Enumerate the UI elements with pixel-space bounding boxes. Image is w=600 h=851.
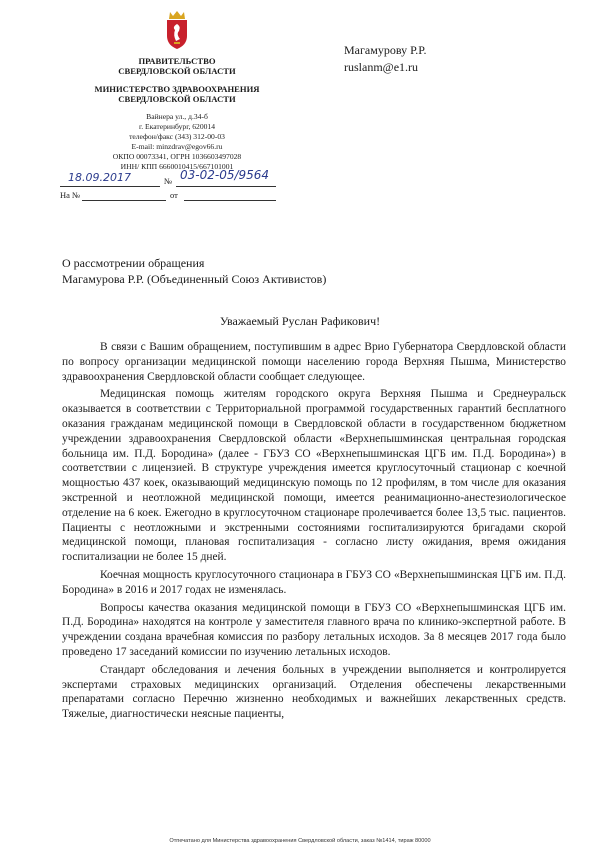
paragraph: Медицинская помощь жителям городского округа Верхняя Пышма и Среднеуральск оказывается в соответствии с Территориальной программой государственных гарантий бесплатного оказания гражданам медицинской помощи в Свердловской области в государственном бюджетном учреждении здравоохранения Свердловской области «Верхнепышминская центральная городская больница им. П.Д. Бородина» (далее - ГБУЗ СО «Верхнепышминская ЦГБ им. П.Д. Бородина») в соответствии с лицензией. В структуре учреждения имеется круглосуточный стационар с коечной мощностью 437 коек, оказывающий медицинскую помощь по 12 профилям, в том числе для оказания экстренной и неотложной медицинской помощи, имеется реанимационно-анестезиологическое отделение на 6 коек. Ежегодно в круглосуточном стационаре пролечивается более 13,5 тыс. пациентов. Пациенты с неотложными и экстренными состояниями госпитализируются бригадами скорой медицинской помощи, плановая госпитализация - согласно листу ожидания, время ожидания госпитализации не более 15 дней. xyxy=(62,388,566,564)
okpo-ogrn: ОКПО 00073341, ОГРН 1036603497028 xyxy=(112,152,242,161)
inn-kpp: ИНН/ КПП 6660010415/667101001 xyxy=(120,162,234,171)
addressee-email: ruslanm@e1.ru xyxy=(344,60,419,74)
in-reply-underline xyxy=(82,200,166,201)
subject-block xyxy=(62,256,326,287)
region-title: СВЕРДЛОВСКОЙ ОБЛАСТИ xyxy=(118,66,236,76)
paragraph: Стандарт обследования и лечения больных в учреждении выполняется и контролируется экспертами страховых медицинских организаций. Отделения обеспечены лекарственными препаратами согласно Перечню жизненно необходимых и важнейших лекарственных средств. Тяжелые, диагностически неясные пациенты, xyxy=(62,663,566,721)
address-street: Вайнера ул., д.34-б xyxy=(146,112,208,121)
ministry-region-title: СВЕРДЛОВСКОЙ ОБЛАСТИ xyxy=(118,94,236,104)
from-label: от xyxy=(170,190,178,200)
email-line: E-mail: minzdrav@egov66.ru xyxy=(131,142,223,151)
greeting: Уважаемый Руслан Рафикович! xyxy=(219,314,381,328)
subject-line-2: Магамурова Р.Р. (Объединенный Союз Активистов) xyxy=(62,271,327,286)
addressee-name: Магамурову Р.Р. xyxy=(344,43,427,57)
registration-date: 18.09.2017 xyxy=(68,171,131,184)
number-underline xyxy=(176,186,276,187)
date-underline xyxy=(60,186,160,187)
phone-fax: телефон/факс (343) 312-00-03 xyxy=(129,132,225,141)
in-reply-label: На № xyxy=(60,190,81,200)
paragraph: В связи с Вашим обращением, поступившим в адрес Врио Губернатора Свердловской области по вопросу организации медицинской помощи населению города Верхняя Пышма, Министерство здравоохранения Свердловской области сообщает следующее. xyxy=(62,341,566,383)
ministry-title: МИНИСТЕРСТВО ЗДРАВООХРАНЕНИЯ xyxy=(94,84,260,94)
registration-number: 03-02-05/9564 xyxy=(180,168,270,182)
letter-body xyxy=(62,340,566,725)
number-label: № xyxy=(164,176,173,186)
coat-of-arms-icon xyxy=(164,10,190,50)
address-city: г. Екатеринбург, 620014 xyxy=(138,122,216,131)
paragraph: Коечная мощность круглосуточного стационара в ГБУЗ СО «Верхнепышминская ЦГБ им. П.Д. Бородина» в 2016 и 2017 годах не изменялась. xyxy=(62,568,566,596)
government-title: ПРАВИТЕЛЬСТВО xyxy=(138,56,216,66)
subject-line-1: О рассмотрении обращения xyxy=(62,256,205,270)
from-underline xyxy=(184,200,276,201)
addressee-block xyxy=(344,42,426,76)
paragraph: Вопросы качества оказания медицинской помощи в ГБУЗ СО «Верхнепышминская ЦГБ им. П.Д. Бородина» находятся на контроле у заместителя главного врача по клинико-экспертной работе. В учреждении создана врачебная комиссия по разбору летальных исходов. За 8 месяцев 2017 года было проведено 17 заседаний комиссии по изучению летальных исходов. xyxy=(62,601,566,658)
print-footer: Отпечатано для Министерства здравоохранения Свердловской области, заказ №1414, тираж 80000 xyxy=(169,838,431,844)
